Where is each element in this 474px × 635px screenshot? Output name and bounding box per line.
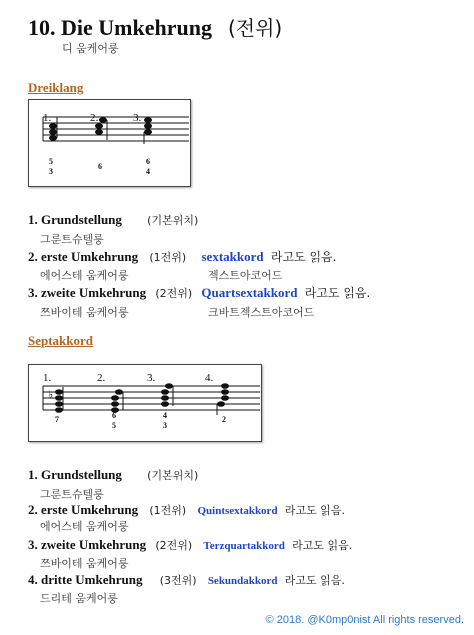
triad-figure-2: 6 xyxy=(98,162,102,171)
item-term: Quintsextakkord xyxy=(197,505,278,517)
item-tail: 라고도 읽음. xyxy=(284,504,345,517)
item-name: 1. Grundstellung xyxy=(28,467,122,482)
triad-item-3 xyxy=(28,284,370,301)
seventh-label-3: 3. xyxy=(147,372,156,384)
seventh-item-2-pron: 에어스테 움케어룽 xyxy=(40,520,129,533)
seventh-item-3-pron: 쯔바이테 움케어룽 xyxy=(40,557,129,570)
seventh-chord-3 xyxy=(161,383,173,407)
triad-figure-3 xyxy=(146,157,150,177)
triad-label-1: 1. xyxy=(43,112,52,124)
figure-number: 5 xyxy=(49,157,53,166)
seventh-item-2 xyxy=(28,502,345,518)
section-heading-triad: Dreiklang xyxy=(28,80,84,95)
item-tail: 라고도 읽음. xyxy=(292,539,353,552)
triad-label-3: 3. xyxy=(133,112,142,124)
title-main: 10. Die Umkehrung xyxy=(28,15,212,40)
triad-item-2-term-pron: 젝스트아코어드 xyxy=(208,269,283,282)
item-name: 3. zweite Umkehrung xyxy=(28,537,147,552)
seventh-item-4-pron: 드리테 움케어룽 xyxy=(40,592,118,605)
item-paren: (기본위치) xyxy=(147,214,199,227)
figure-number: 3 xyxy=(49,167,53,176)
seventh-notation-box xyxy=(28,364,262,442)
item-name: 2. erste Umkehrung xyxy=(28,502,139,517)
item-paren: (1전위) xyxy=(149,251,187,264)
seventh-item-1-pron: 그룬트슈텔룽 xyxy=(40,488,104,501)
seventh-staff xyxy=(29,365,261,441)
figure-number: 6 xyxy=(146,157,150,166)
item-paren: (기본위치) xyxy=(147,469,199,482)
triad-figure-1 xyxy=(49,157,53,177)
figure-number: 3 xyxy=(163,421,167,430)
triad-item-3-pron: 쯔바이테 움케어룽 xyxy=(40,306,129,319)
item-name: 4. dritte Umkehrung xyxy=(28,572,143,587)
triad-item-3-term-pron: 크바트젝스트아코어드 xyxy=(208,306,315,319)
item-term: Terzquartakkord xyxy=(203,540,285,552)
seventh-chord-2 xyxy=(111,389,123,413)
triad-chord-3 xyxy=(144,117,152,144)
triad-item-1 xyxy=(28,212,198,228)
seventh-figure-4: 2 xyxy=(222,415,226,424)
item-paren: (1전위) xyxy=(149,504,187,517)
triad-item-2 xyxy=(28,248,336,265)
triad-item-2-pron: 에어스테 움케어룽 xyxy=(40,269,129,282)
seventh-label-2: 2. xyxy=(97,372,106,384)
title-pronunciation: 디 움케어룽 xyxy=(62,42,119,55)
item-name: 2. erste Umkehrung xyxy=(28,249,139,264)
triad-staff xyxy=(29,100,190,186)
item-term: sextakkord xyxy=(201,249,264,264)
figure-number: 6 xyxy=(112,411,116,420)
figure-number: 4 xyxy=(163,411,167,420)
triad-notation-box xyxy=(28,99,191,187)
item-term: Quartsextakkord xyxy=(201,285,298,300)
item-term: Sekundakkord xyxy=(207,575,278,587)
seventh-figure-2 xyxy=(112,411,116,431)
seventh-label-4: 4. xyxy=(205,372,214,384)
seventh-figure-3 xyxy=(163,411,167,431)
figure-number: 5 xyxy=(112,421,116,430)
triad-item-1-pron: 그룬트슈텔룽 xyxy=(40,233,104,246)
seventh-chord-1 xyxy=(55,387,63,413)
item-name: 1. Grundstellung xyxy=(28,212,122,227)
seventh-item-3 xyxy=(28,537,352,553)
item-name: 3. zweite Umkehrung xyxy=(28,285,147,300)
item-paren: (2전위) xyxy=(155,287,193,300)
seventh-label-1: 1. xyxy=(43,372,52,384)
seventh-item-1 xyxy=(28,467,198,483)
item-paren: (3전위) xyxy=(159,574,197,587)
copyright-notice: © 2018. @K0mp0nist All rights reserved. xyxy=(265,614,464,626)
flat-sign-icon: ♭ xyxy=(48,388,54,401)
seventh-figure-1: 7 xyxy=(55,415,59,424)
triad-label-2: 2. xyxy=(90,112,99,124)
item-tail: 라고도 읽음. xyxy=(284,574,345,587)
page-title xyxy=(28,12,282,41)
seventh-item-4 xyxy=(28,572,345,588)
title-korean: (전위) xyxy=(227,16,283,40)
figure-number: 4 xyxy=(146,167,150,176)
item-tail: 라고도 읽음. xyxy=(304,286,371,300)
item-paren: (2전위) xyxy=(155,539,193,552)
item-tail: 라고도 읽음. xyxy=(270,250,337,264)
section-heading-seventh: Septakkord xyxy=(28,333,94,348)
